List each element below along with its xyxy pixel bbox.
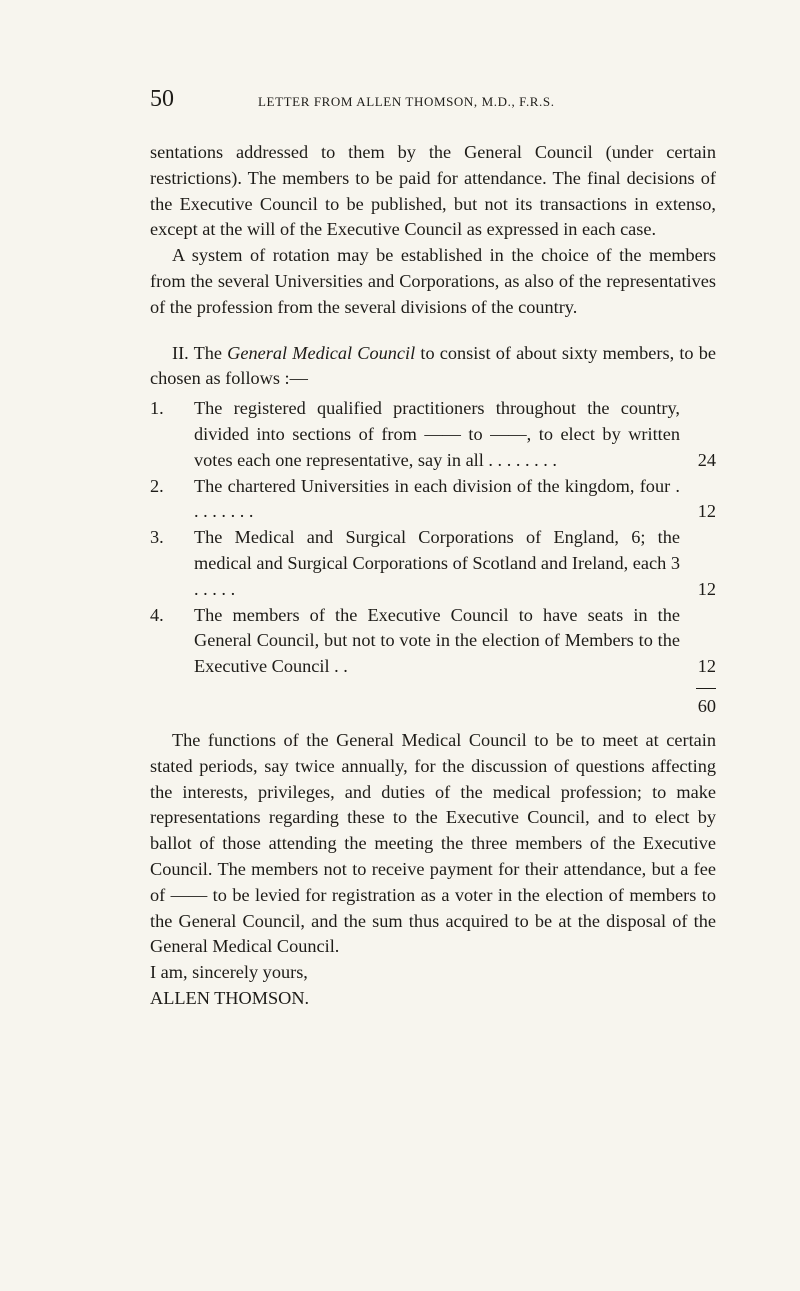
- page-header: [150, 86, 710, 116]
- list-item: [150, 396, 716, 473]
- list-item-number: 3.: [150, 527, 164, 548]
- list-item-number: 1.: [150, 398, 164, 419]
- list-item-text: The members of the Executive Council to have seats in the General Council, but not to vote in the election of Members to the Executive Council . .: [194, 604, 680, 677]
- list-item: [150, 474, 716, 526]
- list-item-text: The chartered Universities in each division of the kingdom, four . . . . . . . .: [194, 475, 680, 522]
- body-text: [150, 140, 716, 1012]
- list-item-amount: 12: [697, 501, 716, 522]
- list-item-number: 2.: [150, 475, 164, 496]
- total-rule: [150, 680, 716, 694]
- list-item: [150, 603, 716, 680]
- page-number: 50: [150, 86, 174, 112]
- paragraph-rotation: A system of rotation may be established in the choice of the members from the several Universities and Corporations, as also of the representatives of the profession from the several divisions of the country.: [150, 245, 716, 317]
- paragraph-functions: The functions of the General Medical Council to be to meet at certain stated periods, say twice annually, for the discussion of questions affecting the interests, privileges, and duties of the medical profession; to make representations regarding these to the Executive Council, and to elect by ballot of those attending the meeting the three members of the Executive Council. The members not to receive payment for their attendance, but a fee of —— to be levied for registration as a voter in the election of members to the General Council, and the sum thus acquired to be at the disposal of the General Medical Council.: [150, 729, 716, 957]
- total-value: 60: [697, 695, 716, 716]
- valediction: I am, sincerely yours,: [150, 962, 308, 983]
- list-item-number: 4.: [150, 604, 164, 625]
- signature: ALLEN THOMSON.: [150, 987, 310, 1008]
- list-item: [150, 525, 716, 602]
- list-item-amount: 24: [697, 449, 716, 470]
- list-item-text: The Medical and Surgical Corporations of England, 6; the medical and Surgical Corporations of Scotland and Ireland, each 3 . . . . .: [194, 527, 680, 599]
- running-head: LETTER FROM ALLEN THOMSON, M.D., F.R.S.: [258, 94, 555, 109]
- paragraph-general-council: [150, 341, 716, 393]
- section-intro-rest: to consist of about sixty members, to be chosen as follows :—: [150, 342, 716, 389]
- section-intro: II. The: [172, 342, 228, 363]
- council-name: General Medical Council: [227, 342, 416, 363]
- paragraph-continuation: sentations addressed to them by the General Council (under certain restrictions). The members to be paid for attendance. The final decisions of the Executive Council to be published, but not its transactions in extenso, except at the will of the Executive Council as expressed in each case.: [150, 142, 716, 240]
- list-item-amount: 12: [697, 656, 716, 677]
- list-item-amount: 12: [697, 578, 716, 599]
- list-item-text: The registered qualified practitioners throughout the country, divided into sections of from —— to ——, to elect by written votes each one representative, say in all . . . . . . . .: [194, 398, 680, 470]
- member-list: [150, 396, 716, 720]
